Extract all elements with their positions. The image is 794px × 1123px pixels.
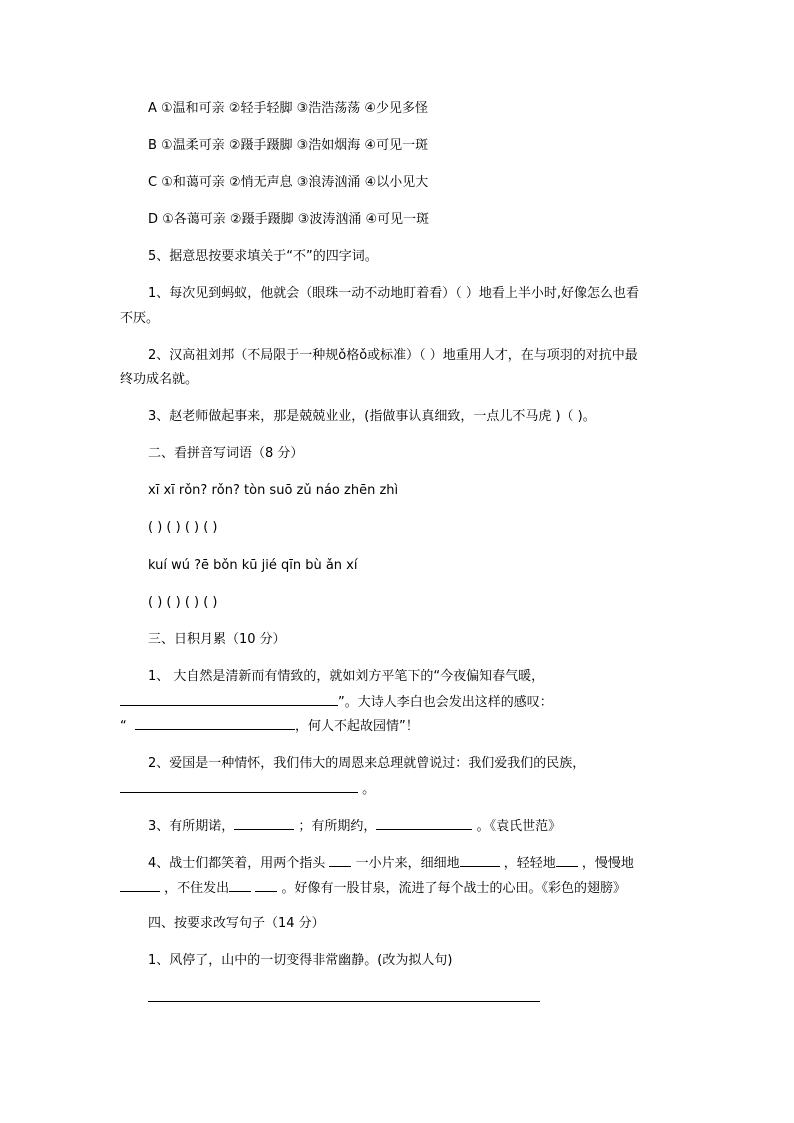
q5-item2-line2: 终功成名就。 bbox=[120, 372, 199, 387]
question-5-title: 5、据意思按要求填关于“不”的四字词。 bbox=[148, 249, 378, 264]
s3-q1-line3: “ ，何人不起故园情”！ bbox=[120, 719, 419, 734]
answer-brackets-2: ( ) ( ) ( ) ( ) bbox=[148, 595, 218, 610]
q5-item2-line1: 2、汉高祖刘邦（不局限于一种规ǒ格ǒ或标准）（ ）地重用人才，在与项羽的对抗中最 bbox=[148, 348, 638, 363]
q5-item1-line1: 1、每次见到蚂蚁，他就会（眼珠一动不动地盯着看）（ ）地看上半小时,好像怎么也看 bbox=[148, 286, 640, 301]
section-4-title: 四、按要求改写句子（14 分） bbox=[148, 916, 325, 931]
option-d: D ①各蔼可亲 ②蹑手蹑脚 ③波涛汹涌 ④可见一斑 bbox=[148, 212, 430, 227]
fill-blank[interactable] bbox=[556, 854, 578, 867]
s3-q4-line2: ，不住发出 。好像有一股甘泉，流进了每个战士的心田。《彩色的翅膀》 bbox=[120, 879, 626, 897]
fill-blank[interactable] bbox=[120, 879, 160, 892]
fill-blank[interactable] bbox=[329, 854, 351, 867]
fill-blank[interactable] bbox=[229, 879, 251, 892]
section-2-title: 二、看拼音写词语（8 分） bbox=[148, 446, 304, 461]
q5-item3: 3、赵老师做起事来，那是兢兢业业，(指做事认真细致，一点儿不马虎 )（ )。 bbox=[148, 409, 596, 424]
s3-q3: 3、有所期诺， ；有所期约， 。《袁氏世范》 bbox=[148, 819, 562, 834]
answer-brackets-1: ( ) ( ) ( ) ( ) bbox=[148, 520, 218, 535]
pinyin-row-2: kuí wú ?ē bǒn kū jié qīn bù ǎn xí bbox=[148, 558, 358, 573]
pinyin-row-1: xī xī rǒn? rǒn? tòn suō zǔ náo zhēn zhì bbox=[148, 483, 399, 498]
fill-blank[interactable] bbox=[255, 879, 277, 892]
fill-blank[interactable] bbox=[120, 693, 338, 706]
section-3-title: 三、日积月累（10 分） bbox=[148, 632, 286, 647]
fill-blank[interactable] bbox=[120, 780, 358, 793]
q5-item1-line2: 不厌。 bbox=[120, 311, 160, 326]
s4-q1: 1、风停了，山中的一切变得非常幽静。(改为拟人句) bbox=[148, 953, 453, 968]
rewrite-answer-line[interactable] bbox=[148, 1001, 540, 1002]
s3-q2-line1: 2、爱国是一种情怀，我们伟大的周恩来总理就曾说过：我们爱我们的民族， bbox=[148, 756, 586, 771]
s3-q1-line2: ”。大诗人李白也会发出这样的感叹： bbox=[120, 693, 553, 711]
fill-blank[interactable] bbox=[234, 817, 294, 830]
fill-blank[interactable] bbox=[376, 817, 472, 830]
option-c: C ①和蔼可亲 ②悄无声息 ③浪涛汹涌 ④以小见大 bbox=[148, 175, 429, 190]
s3-q4-line1: 4、战士们都笑着，用两个指头 一小片来，细细地 ，轻轻地 ，慢慢地 bbox=[148, 856, 634, 871]
fill-blank[interactable] bbox=[135, 717, 295, 730]
option-a: A ①温和可亲 ②轻手轻脚 ③浩浩荡荡 ④少见多怪 bbox=[148, 101, 429, 116]
s3-q2-line2: 。 bbox=[120, 780, 375, 798]
fill-blank[interactable] bbox=[460, 854, 500, 867]
s3-q1-line1: 1、 大自然是清新而有情致的，就如刘方平笔下的“今夜偏知春气暖， bbox=[148, 669, 545, 684]
option-b: B ①温柔可亲 ②蹑手蹑脚 ③浩如烟海 ④可见一斑 bbox=[148, 138, 429, 153]
